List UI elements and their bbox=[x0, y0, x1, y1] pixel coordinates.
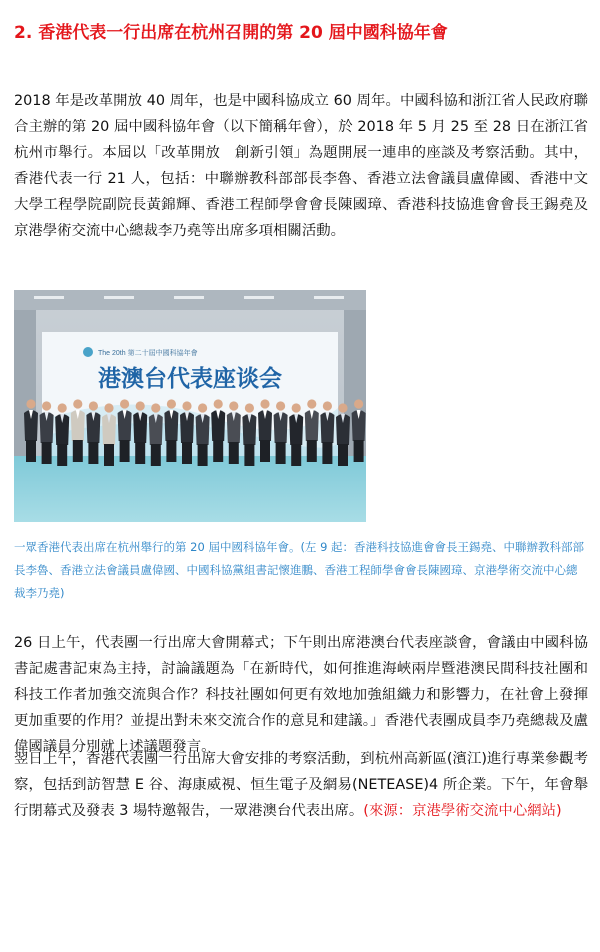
delegate-legs bbox=[213, 440, 223, 462]
delegate-legs bbox=[354, 440, 364, 462]
delegate-head bbox=[214, 399, 223, 408]
banner-small-text: The 20th 第二十屆中國科協年會 bbox=[98, 350, 198, 357]
delegate-legs bbox=[135, 442, 145, 464]
delegate-legs bbox=[73, 440, 83, 462]
photo-caption: 一眾香港代表出席在杭州舉行的第 20 屆中國科協年會。(左 9 起：香港科技協進會會長王錫堯、中聯辦教科部部長李魯、香港立法會議員盧偉國、中國科協黨組書記懷進鵬、香港工程師學會會長陳國璋、京港學術交流中心總裁李乃堯) bbox=[14, 540, 585, 600]
article-title: 2. 香港代表一行出席在杭州召開的第 20 屆中國科協年會 bbox=[14, 23, 448, 43]
banner-title: 港澳台代表座谈会 bbox=[98, 366, 282, 392]
paragraph-intro: 2018 年是改革開放 40 周年，也是中國科協成立 60 周年。中國科協和浙江省人民政府聯合主辦的第 20 屆中國科協年會（以下簡稱年會），於 2018 年 5 月 25 至 28 日在浙江省杭州市舉行。本屆以「改革開放 創新引領」為題開展一連串的座談及考察活動。其中，香港代表一行 21 人，包括：中聯辦教科部部長李魯、香港立法會議員盧偉國、香港中文大學工程學院副院長黃錦輝、香港工程師學會會長陳國璋、香港科技協進會會長王錫堯及京港學術交流中心總裁李乃堯等出席多項相關活動。 bbox=[14, 93, 588, 239]
paragraph-symposium: 26 日上午，代表團一行出席大會開幕式；下午則出席港澳台代表座談會，會議由中國科協書記處書記束為主持，討論議題為「在新時代，如何推進海峽兩岸暨港澳民間科技社團和科技工作者加強交流與合作？科技社團如何更有效地加強組織力和影響力，在社會上發揮更加重要的作用？並提出對未來交流合作的意見和建議。」香港代表團成員李乃堯總裁及盧偉國議員分別就上述議題發言。 bbox=[14, 635, 588, 755]
delegate-legs bbox=[104, 444, 114, 466]
delegate-legs bbox=[198, 444, 208, 466]
delegate-head bbox=[151, 403, 160, 412]
paragraph-visit-text: 翌日上午，香港代表團一行出席大會安排的考察活動，到杭州高新區(濱江)進行專業參觀考察，包括到訪智慧 E 谷、海康威視、恒生電子及網易(NETEASE)4 所企業。下午，年會舉行閉幕式及發表 3 場特邀報告，一眾港澳台代表出席。 bbox=[14, 751, 588, 819]
group-photo bbox=[14, 290, 366, 522]
delegate-head bbox=[167, 399, 176, 408]
delegate-legs bbox=[42, 442, 52, 464]
delegate-head bbox=[354, 399, 363, 408]
delegate-head bbox=[338, 403, 347, 412]
delegate-head bbox=[182, 401, 191, 410]
delegate-head bbox=[276, 401, 285, 410]
congress-logo-icon bbox=[83, 347, 93, 357]
delegate-head bbox=[245, 403, 254, 412]
delegate-head bbox=[42, 401, 51, 410]
delegate-legs bbox=[57, 444, 67, 466]
delegate-head bbox=[198, 403, 207, 412]
delegate-head bbox=[26, 399, 35, 408]
delegate-head bbox=[104, 403, 113, 412]
delegate-head bbox=[120, 399, 129, 408]
delegate-legs bbox=[151, 444, 161, 466]
paragraph-visit bbox=[14, 746, 588, 824]
delegate-head bbox=[260, 399, 269, 408]
delegate-head bbox=[307, 399, 316, 408]
source-note: (來源：京港學術交流中心網站) bbox=[363, 803, 562, 819]
delegate-legs bbox=[88, 442, 98, 464]
delegate-legs bbox=[322, 442, 332, 464]
delegate-head bbox=[58, 403, 67, 412]
delegate-legs bbox=[244, 444, 254, 466]
delegate-legs bbox=[291, 444, 301, 466]
delegate-head bbox=[136, 401, 145, 410]
delegate-legs bbox=[260, 440, 270, 462]
delegate-legs bbox=[120, 440, 130, 462]
delegate-legs bbox=[307, 440, 317, 462]
delegate-legs bbox=[276, 442, 286, 464]
delegate-head bbox=[73, 399, 82, 408]
delegate-legs bbox=[166, 440, 176, 462]
delegate-head bbox=[89, 401, 98, 410]
delegate-legs bbox=[26, 440, 36, 462]
delegate-legs bbox=[182, 442, 192, 464]
delegate-head bbox=[229, 401, 238, 410]
delegate-head bbox=[323, 401, 332, 410]
delegate-head bbox=[292, 403, 301, 412]
delegate-legs bbox=[338, 444, 348, 466]
delegate-legs bbox=[229, 442, 239, 464]
